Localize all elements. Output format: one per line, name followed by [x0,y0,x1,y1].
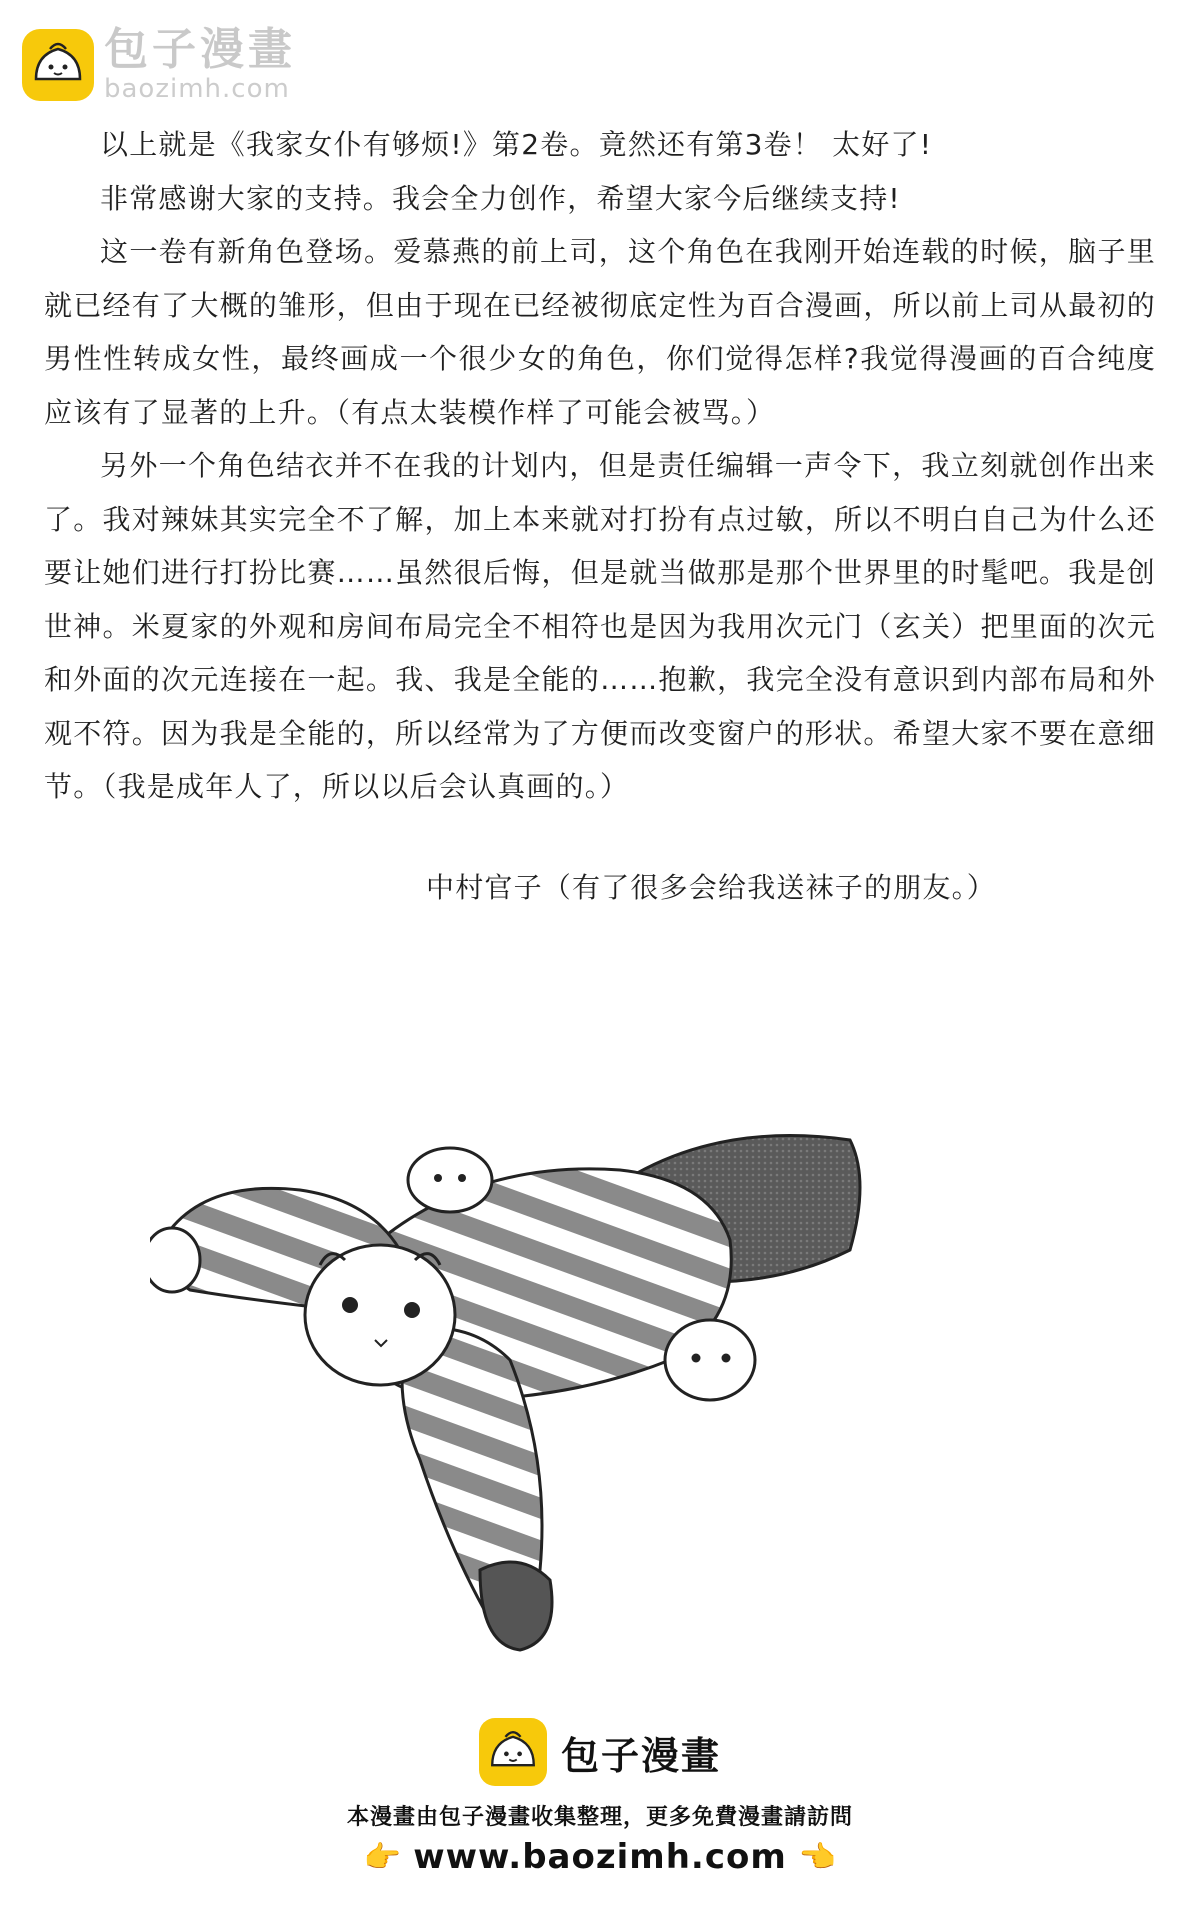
site-url-link[interactable]: www.baozimh.com [413,1837,787,1877]
watermark-name: 包子漫畫 [104,24,296,75]
bun-logo-icon [22,29,94,101]
hamster-illustration [150,1100,1040,1660]
pointing-hand-right-icon: 👉 [363,1839,402,1875]
afterword-text [44,118,1156,814]
paragraph: 非常感谢大家的支持。我会全力创作，希望大家今后继续支持! [100,181,901,215]
bun-logo-icon [479,1718,547,1786]
paragraph: 这一卷有新角色登场。爱慕燕的前上司，这个角色在我刚开始连载的时候，脑子里就已经有了大概的雏形，但由于现在已经被彻底定性为百合漫画，所以前上司从最初的男性性转成女性，最终画成一个很少女的角色，你们觉得怎样?我觉得漫画的百合纯度应该有了显著的上升。（有点太装模作样了可能会被骂。） [44,235,1156,429]
author-signature: 中村官子（有了很多会给我送袜子的朋友。） [426,871,997,904]
brand-name: 包子漫畫 [560,1733,721,1778]
watermark-bottom [0,1718,1200,1877]
watermark-top [22,24,296,104]
paragraph: 以上就是《我家女仆有够烦!》第2卷。竟然还有第3卷！ 太好了! [100,128,933,161]
watermark-url: baozimh.com [104,74,290,104]
collection-notice: 本漫畫由包子漫畫收集整理，更多免費漫畫請訪問 [346,1805,853,1830]
paragraph: 另外一个角色结衣并不在我的计划内，但是责任编辑一声令下，我立刻就创作出来了。我对辣妹其实完全不了解，加上本来就对打扮有点过敏，所以不明白自己为什么还要让她们进行打扮比赛……虽然很后悔，但是就当做那是那个世界里的时髦吧。我是创世神。米夏家的外观和房间布局完全不相符也是因为我用次元门（玄关）把里面的次元和外面的次元连接在一起。我、我是全能的……抱歉，我完全没有意识到内部布局和外观不符。因为我是全能的，所以经常为了方便而改变窗户的形状。希望大家不要在意细节。（我是成年人了，所以以后会认真画的。） [44,449,1156,803]
pointing-hand-left-icon: 👈 [798,1839,837,1875]
